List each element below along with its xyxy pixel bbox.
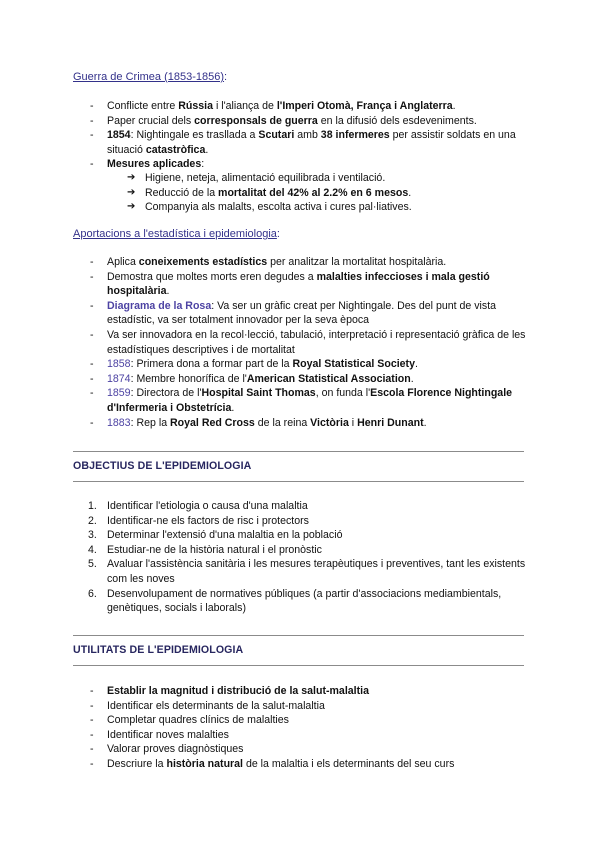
list-item: - Establir la magnitud i distribució de la salut-malaltia (90, 685, 369, 697)
list-item: - Conflicte entre Rússia i l'aliança de l'Imperi Otomà, França i Anglaterra. (90, 100, 456, 112)
list-item: ➔ Higiene, neteja, alimentació equilibrada i ventilació. (127, 172, 386, 184)
list-item: - Paper crucial dels corresponsals de guerra en la difusió dels esdeveniments. (90, 114, 477, 127)
list-item: - Aplica coneixements estadístics per analitzar la mortalitat hospitalària. (90, 256, 447, 268)
arrow-icon: ➔ (127, 172, 136, 183)
list-item: - Diagrama de la Rosa: Va ser un gràfic creat per Nightingale. Des del punt de vista estadístic, va ser totalment innovador per la seva època (90, 299, 497, 327)
utilitats-heading: UTILITATS DE L'EPIDEMIOLOGIA (73, 644, 244, 656)
list-item: 1. Identificar l'etiologia o causa d'una malaltia (88, 500, 308, 512)
list-item: - 1874: Membre honorífica de l'American Statistical Association. (90, 372, 414, 385)
crimea-heading: Guerra de Crimea (1853-1856): (73, 71, 228, 83)
list-item: 2. Identificar-ne els factors de risc i protectors (88, 514, 309, 527)
list-item: - Descriure la història natural de la malaltia i els determinants del seu curs (90, 757, 455, 770)
crimea-sublist (127, 171, 527, 215)
list-item: - 1859: Directora de l'Hospital Saint Thomas, on funda l'Escola Florence Nightingale d'Infermeria i Obstetrícia. (90, 387, 513, 414)
crimea-list (73, 99, 528, 172)
divider (73, 665, 524, 666)
list-item: 4. Estudiar-ne de la història natural i el pronòstic (88, 543, 322, 556)
list-item: - Valorar proves diagnòstiques (90, 743, 244, 756)
list-item: ➔ Reducció de la mortalitat del 42% al 2.2% en 6 mesos. (127, 186, 412, 199)
list-item: - Identificar els determinants de la salut-malaltia (90, 699, 325, 712)
list-item: - Identificar noves malalties (90, 728, 229, 741)
list-item: - 1854: Nightingale es trasllada a Scutari amb 38 infermeres per assistir soldats en una situació catastròfica. (90, 129, 516, 156)
stats-heading: Aportacions a l'estadística i epidemiologia: (73, 228, 280, 240)
utilitats-list (73, 684, 528, 772)
objectius-heading: OBJECTIUS DE L'EPIDEMIOLOGIA (73, 460, 252, 472)
objectius-list (73, 499, 528, 616)
list-item: 3. Determinar l'extensió d'una malaltia en la població (88, 529, 343, 542)
divider (73, 635, 524, 636)
list-item: - Mesures aplicades: (90, 158, 205, 171)
list-item: - 1858: Primera dona a formar part de la Royal Statistical Society. (90, 358, 418, 371)
divider (73, 451, 524, 452)
list-item: - Va ser innovadora en la recol·lecció, tabulació, interpretació i representació gràfica de les estadístiques descriptives i de mortalitat (90, 328, 526, 356)
arrow-icon: ➔ (127, 201, 136, 213)
list-item: - 1883: Rep la Royal Red Cross de la reina Victòria i Henri Dunant. (90, 416, 427, 429)
list-item: - Completar quadres clínics de malalties (90, 714, 289, 727)
list-item: 5. Avaluar l'assistència sanitària i les mesures terapèutiques i preventives, tant les existents com les noves (88, 558, 526, 585)
list-item: ➔ Companyia als malalts, escolta activa i cures pal·liatives. (127, 201, 412, 214)
arrow-icon: ➔ (127, 186, 136, 198)
stats-list (73, 255, 528, 430)
list-item: - Demostra que moltes morts eren degudes a malalties infeccioses i mala gestió hospitalària. (90, 270, 490, 298)
list-item: 6. Desenvolupament de normatives públiques (a partir d'associacions mediambientals, genètiques, socials i laborals) (88, 587, 502, 615)
divider (73, 481, 524, 482)
